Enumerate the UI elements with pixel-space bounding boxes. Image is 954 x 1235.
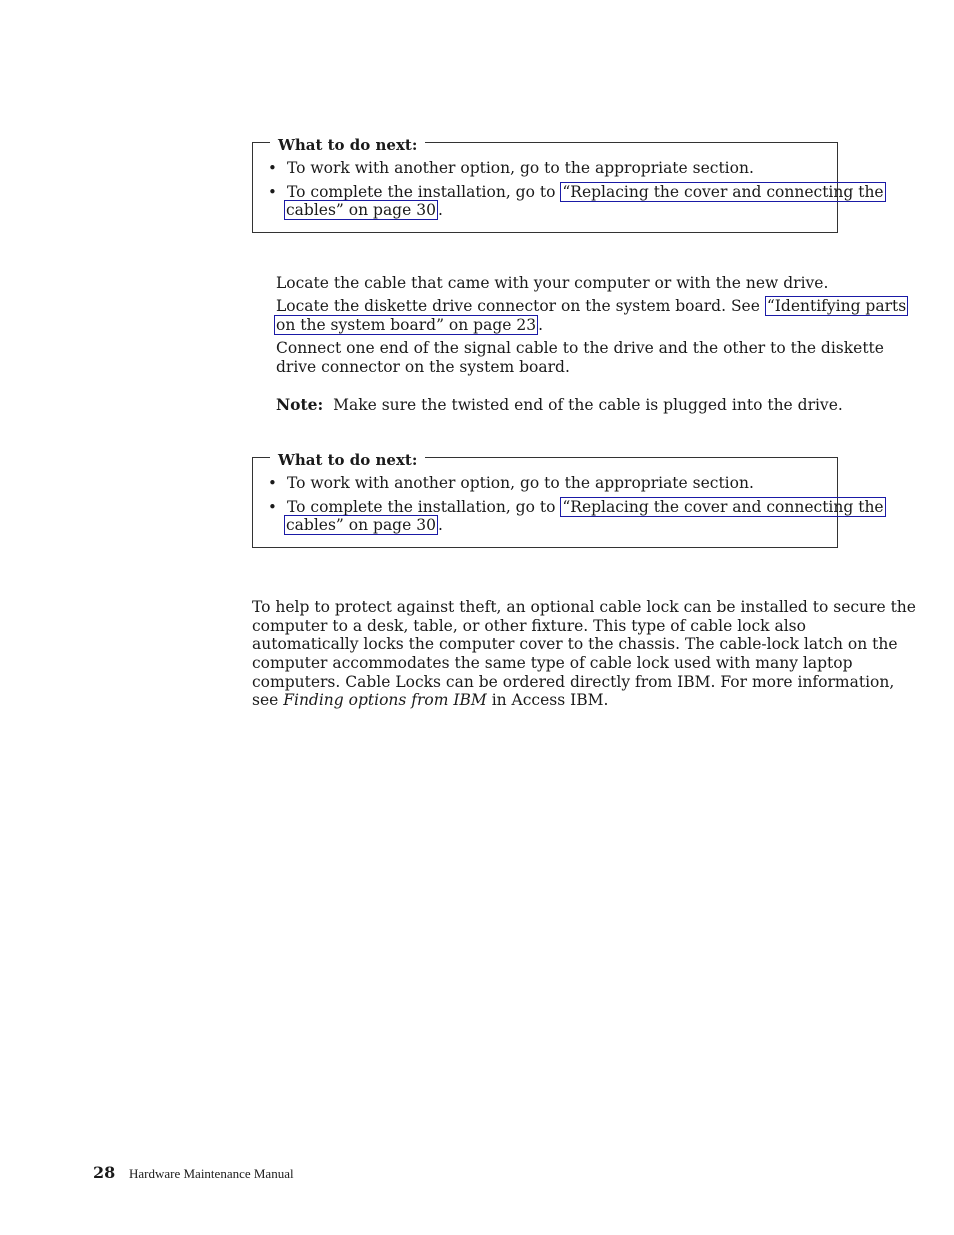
note-text: Make sure the twisted end of the cable is plugged into the drive. xyxy=(333,396,843,414)
box-2-bullet-2-line-2 xyxy=(284,516,443,535)
box-1-replacing-cover-link-cont[interactable]: cables” on page 30 xyxy=(286,201,436,219)
identifying-parts-link[interactable]: “Identifying parts xyxy=(766,297,907,315)
bullet-icon: • xyxy=(268,474,277,492)
box-1-replacing-cover-link[interactable]: “Replacing the cover and connecting the xyxy=(562,183,884,201)
cable-lock-line-1: To help to protect against theft, an optional cable lock can be installed to secure the xyxy=(252,598,916,616)
cable-lock-see: see xyxy=(252,691,284,709)
box-1-bullet-2-period: . xyxy=(437,201,443,219)
cable-lock-line-3: automatically locks the computer cover to the chassis. The cable-lock latch on the xyxy=(252,635,898,653)
identifying-parts-link-cont[interactable]: on the system board” on page 23 xyxy=(276,316,537,334)
step-3-line-1: Connect one end of the signal cable to the drive and the other to the diskette xyxy=(276,339,884,357)
bullet-icon: • xyxy=(268,159,277,177)
box-2-title: What to do next: xyxy=(270,451,425,469)
box-1-bullet-2-text: To complete the installation, go to xyxy=(287,183,561,201)
box-1-bullet-1: To work with another option, go to the appropriate section. xyxy=(287,159,754,177)
box-2-replacing-cover-link-cont[interactable]: cables” on page 30 xyxy=(286,516,436,534)
note-label: Note: xyxy=(276,395,324,414)
bullet-icon: • xyxy=(268,183,277,201)
step-2-line-1 xyxy=(276,297,908,316)
bullet-icon: • xyxy=(268,498,277,516)
box-1-title: What to do next: xyxy=(270,136,425,154)
step-2-text: Locate the diskette drive connector on the system board. See xyxy=(276,297,765,315)
box-2-bullet-1: To work with another option, go to the appropriate section. xyxy=(287,474,754,492)
cable-lock-access-ibm: in Access IBM. xyxy=(486,691,609,709)
cable-lock-line-6 xyxy=(252,691,608,710)
cable-lock-line-5: computers. Cable Locks can be ordered directly from IBM. For more information, xyxy=(252,673,895,691)
finding-options-title: Finding options from IBM xyxy=(283,691,487,709)
box-2-replacing-cover-link[interactable]: “Replacing the cover and connecting the xyxy=(562,498,884,516)
step-2-period: . xyxy=(538,316,544,334)
manual-title: Hardware Maintenance Manual xyxy=(129,1166,294,1181)
step-3-line-2: drive connector on the system board. xyxy=(276,358,570,376)
box-2-bullet-2-period: . xyxy=(437,516,443,534)
note xyxy=(276,395,843,415)
cable-lock-line-2: computer to a desk, table, or other fixture. This type of cable lock also xyxy=(252,617,806,635)
box-2-bullet-2-text: To complete the installation, go to xyxy=(287,498,561,516)
cable-lock-line-4: computer accommodates the same type of cable lock used with many laptop xyxy=(252,654,853,672)
step-1-text: Locate the cable that came with your computer or with the new drive. xyxy=(276,274,829,292)
page-number: 28 xyxy=(93,1163,116,1182)
box-1-bullet-2-line-2 xyxy=(284,201,443,220)
step-2-line-2 xyxy=(274,316,543,335)
